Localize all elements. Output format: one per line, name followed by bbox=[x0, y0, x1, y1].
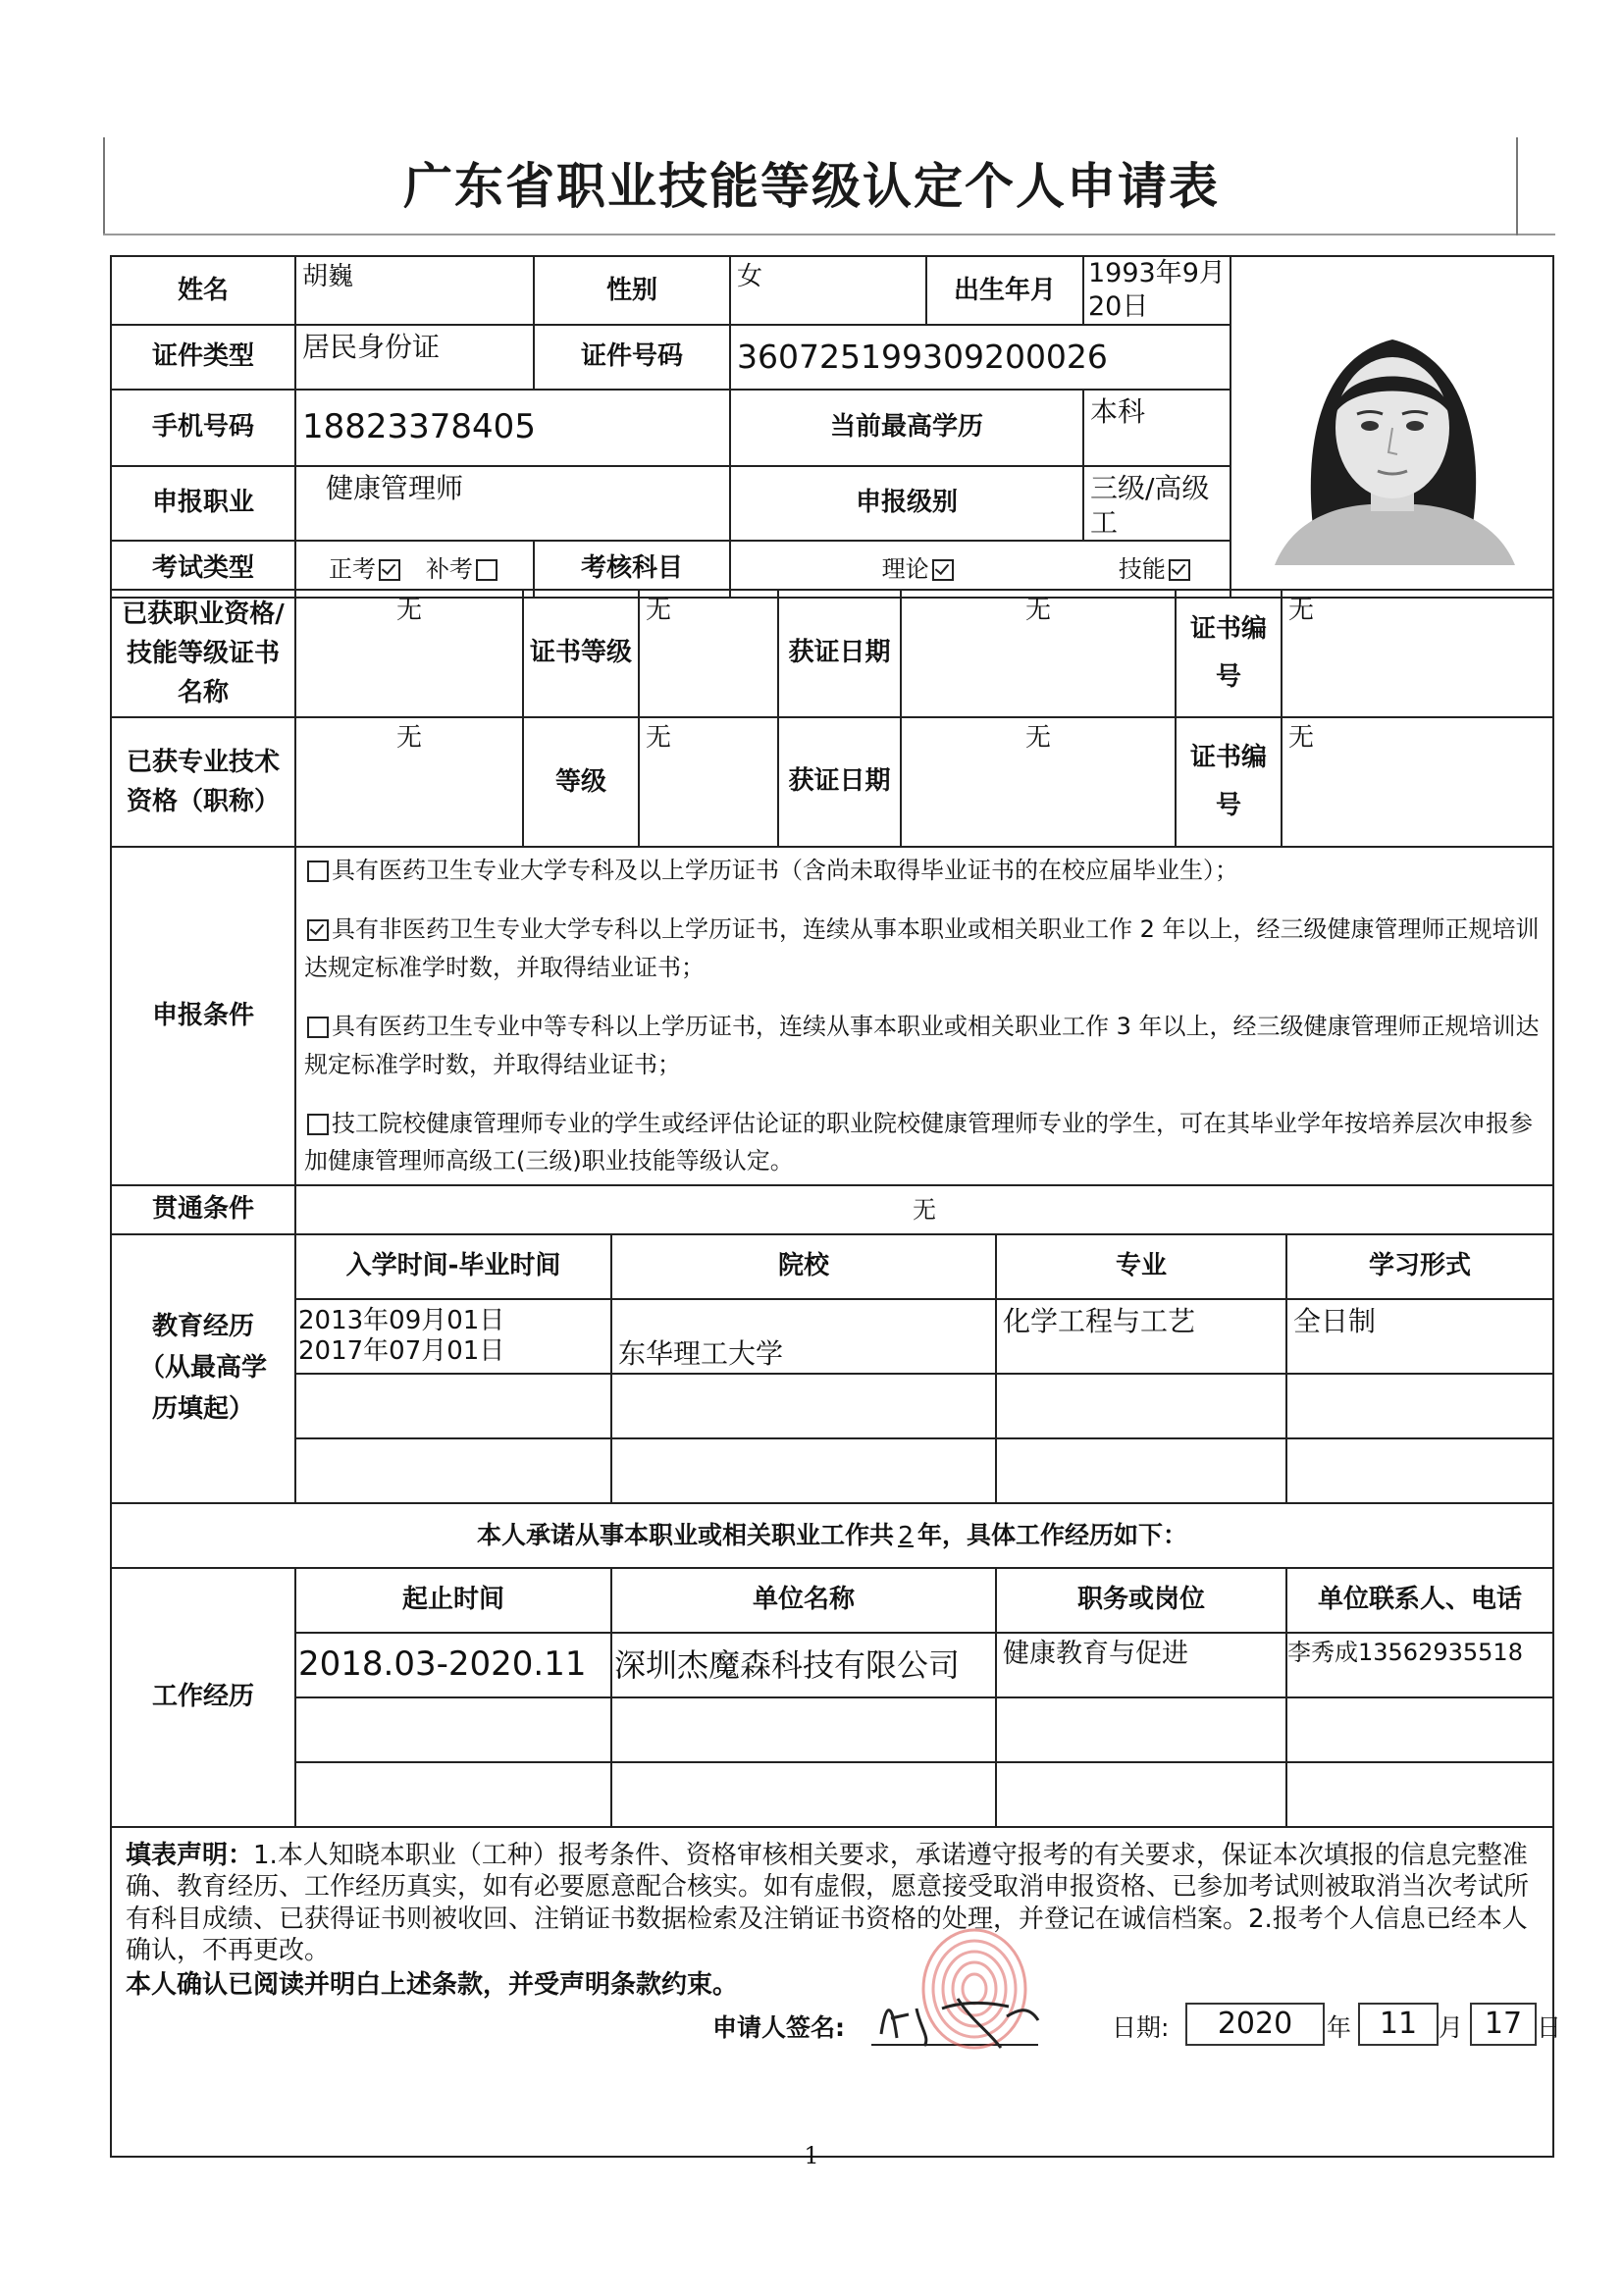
edu-empty-cell[interactable] bbox=[1286, 1374, 1553, 1438]
makeup-exam-checkbox[interactable] bbox=[476, 559, 497, 581]
skill-label: 技能 bbox=[1118, 554, 1166, 583]
skill-checkbox[interactable] bbox=[1169, 559, 1190, 581]
through-field[interactable]: 无 bbox=[295, 1185, 1553, 1234]
signature-label: 申请人签名: bbox=[712, 2013, 845, 2043]
condition-text: 技工院校健康管理师专业的学生或经评估论证的职业院校健康管理师专业的学生，可在其毕业学年按培养层次申报参加健康管理师高级工(三级)职业技能等级认定。 bbox=[304, 1109, 1533, 1175]
page-number: 1 bbox=[804, 2142, 819, 2169]
edu-empty-cell[interactable] bbox=[611, 1438, 996, 1503]
edu-major-cell[interactable]: 化学工程与工艺 bbox=[996, 1299, 1286, 1374]
phone-field[interactable]: 18823378405 bbox=[295, 390, 730, 466]
work-empty-cell[interactable] bbox=[295, 1762, 611, 1827]
declaration-cell bbox=[111, 1827, 1562, 2157]
form-title: 广东省职业技能等级认定个人申请表 bbox=[403, 158, 1220, 215]
theory-checkbox[interactable] bbox=[932, 559, 954, 581]
declaration-text bbox=[126, 1840, 1539, 1967]
condition-checkbox[interactable] bbox=[307, 861, 329, 882]
edu-form-cell[interactable]: 全日制 bbox=[1286, 1299, 1553, 1374]
edu-empty-cell[interactable] bbox=[996, 1438, 1286, 1503]
condition-text: 具有非医药卫生专业大学专科以上学历证书，连续从事本职业或相关职业工作 2 年以上，经三级健康管理师正规培训达规定标准学时数，并取得结业证书； bbox=[304, 915, 1540, 981]
professional-date-field[interactable]: 无 bbox=[901, 717, 1176, 847]
condition-checkbox[interactable] bbox=[307, 1114, 329, 1135]
work-header-position: 职务或岗位 bbox=[996, 1568, 1286, 1633]
date-month-field[interactable]: 11 bbox=[1358, 2003, 1439, 2046]
day-unit: 日 bbox=[1537, 2013, 1562, 2043]
condition-checkbox[interactable] bbox=[307, 1017, 329, 1038]
subject-label: 考核科目 bbox=[534, 541, 730, 598]
id-type-label: 证件类型 bbox=[111, 325, 295, 390]
edu-school-cell[interactable]: 东华理工大学 bbox=[611, 1299, 996, 1374]
professional-number-label: 证书编号 bbox=[1176, 717, 1282, 847]
edu-empty-cell[interactable] bbox=[295, 1438, 611, 1503]
work-company-cell[interactable]: 深圳杰魔森科技有限公司 bbox=[611, 1633, 996, 1697]
birth-label: 出生年月 bbox=[926, 256, 1083, 325]
edu-end-date: 2017年07月01日 bbox=[298, 1335, 505, 1366]
work-header-contact: 单位联系人、电话 bbox=[1286, 1568, 1553, 1633]
conditions-label: 申报条件 bbox=[111, 847, 295, 1185]
application-form bbox=[110, 255, 1562, 2121]
condition-item bbox=[304, 852, 1544, 889]
qualification-field[interactable]: 无 bbox=[295, 590, 523, 717]
edu-header-school: 院校 bbox=[611, 1234, 996, 1299]
condition-text: 具有医药卫生专业大学专科及以上学历证书（含尚未取得毕业证书的在校应届毕业生）； bbox=[332, 857, 1238, 884]
date-day-field[interactable]: 17 bbox=[1470, 2003, 1537, 2046]
conditions-list bbox=[295, 847, 1553, 1185]
occupation-field[interactable]: 健康管理师 bbox=[295, 466, 730, 541]
edu-empty-cell[interactable] bbox=[295, 1374, 611, 1438]
edu-empty-cell[interactable] bbox=[611, 1374, 996, 1438]
work-empty-cell[interactable] bbox=[611, 1762, 996, 1827]
gender-field[interactable]: 女 bbox=[730, 256, 926, 325]
signature-row bbox=[126, 2001, 1562, 2060]
level-field[interactable]: 三级/高级工 bbox=[1083, 466, 1230, 541]
applicant-photo bbox=[1245, 281, 1540, 565]
professional-label: 已获专业技术资格（职称） bbox=[111, 717, 295, 847]
exam-type-label: 考试类型 bbox=[111, 541, 295, 598]
date-year-field[interactable]: 2020 bbox=[1185, 2003, 1325, 2046]
work-empty-cell[interactable] bbox=[996, 1762, 1286, 1827]
birth-field[interactable]: 1993年9月20日 bbox=[1083, 256, 1230, 325]
professional-field[interactable]: 无 bbox=[295, 717, 523, 847]
declaration-body: 1.本人知晓本职业（工种）报考条件、资格审核相关要求，承诺遵守报考的有关要求，保证本次填报的信息完整准确、教育经历、工作经历真实，如有必要愿意配合核实。如有虚假，愿意接受取消申报资格、已参加考试则被取消当次考试所有科目成绩、已获得证书则被收回、注销证书数据检索及注销证书资格的处理，并登记在诚信档案。2.报考个人信息已经本人确认，不再更改。 bbox=[126, 1840, 1530, 1966]
work-empty-cell[interactable] bbox=[1286, 1762, 1553, 1827]
cert-level-label: 证书等级 bbox=[523, 590, 639, 717]
edu-header-period: 入学时间-毕业时间 bbox=[295, 1234, 611, 1299]
id-type-field[interactable]: 居民身份证 bbox=[295, 325, 534, 390]
id-number-label: 证件号码 bbox=[534, 325, 730, 390]
edu-empty-cell[interactable] bbox=[1286, 1438, 1553, 1503]
cert-date-field[interactable]: 无 bbox=[901, 590, 1176, 717]
work-empty-cell[interactable] bbox=[295, 1697, 611, 1762]
condition-text: 具有医药卫生专业中等专科以上学历证书，连续从事本职业或相关职业工作 3 年以上，经三级健康管理师正规培训达规定标准学时数，并取得结业证书； bbox=[304, 1013, 1540, 1078]
edu-start-date: 2013年09月01日 bbox=[298, 1305, 505, 1335]
gender-label: 性别 bbox=[534, 256, 730, 325]
declaration-heading: 填表声明： bbox=[126, 1840, 254, 1870]
month-unit: 月 bbox=[1439, 2013, 1464, 2043]
photo-cell bbox=[1230, 256, 1553, 598]
conditions-table bbox=[110, 846, 1562, 2158]
condition-item bbox=[304, 1105, 1544, 1180]
work-empty-cell[interactable] bbox=[996, 1697, 1286, 1762]
regular-exam-label: 正考 bbox=[329, 554, 377, 583]
work-position-cell[interactable]: 健康教育与促进 bbox=[996, 1633, 1286, 1697]
work-commitment bbox=[111, 1503, 1553, 1568]
cert-number-label: 证书编号 bbox=[1176, 590, 1282, 717]
work-header-company: 单位名称 bbox=[611, 1568, 996, 1633]
professional-level-field[interactable]: 无 bbox=[639, 717, 778, 847]
theory-label: 理论 bbox=[881, 554, 929, 583]
cert-number-field[interactable]: 无 bbox=[1282, 590, 1553, 717]
id-number-field[interactable]: 360725199309200026 bbox=[730, 325, 1230, 390]
personal-info-table bbox=[110, 255, 1554, 599]
fingerprint-stamp bbox=[862, 1918, 1068, 2065]
cert-date-label: 获证日期 bbox=[778, 590, 901, 717]
name-field[interactable]: 胡巍 bbox=[295, 256, 534, 325]
commitment-suffix: 年，具体工作经历如下： bbox=[916, 1521, 1187, 1550]
year-unit: 年 bbox=[1327, 2013, 1352, 2043]
work-empty-cell[interactable] bbox=[1286, 1697, 1553, 1762]
edu-header-form: 学习形式 bbox=[1286, 1234, 1553, 1299]
condition-item bbox=[304, 1008, 1544, 1083]
condition-item bbox=[304, 911, 1544, 986]
professional-level-label: 等级 bbox=[523, 717, 639, 847]
professional-number-field[interactable]: 无 bbox=[1282, 717, 1553, 847]
declaration-confirm: 本人确认已阅读并明白上述条款，并受声明条款约束。 bbox=[126, 1969, 739, 2000]
through-label: 贯通条件 bbox=[111, 1185, 295, 1234]
education-field[interactable]: 本科 bbox=[1083, 390, 1230, 466]
cert-level-field[interactable]: 无 bbox=[639, 590, 778, 717]
work-empty-cell[interactable] bbox=[611, 1697, 996, 1762]
work-contact-cell[interactable]: 李秀成13562935518 bbox=[1286, 1633, 1553, 1697]
qualification-table bbox=[110, 589, 1554, 848]
work-header-period: 起止时间 bbox=[295, 1568, 611, 1633]
occupation-label: 申报职业 bbox=[111, 466, 295, 541]
professional-date-label: 获证日期 bbox=[778, 717, 901, 847]
work-period-cell[interactable]: 2018.03-2020.11 bbox=[295, 1633, 611, 1697]
qualification-label: 已获职业资格/技能等级证书名称 bbox=[111, 590, 295, 717]
phone-label: 手机号码 bbox=[111, 390, 295, 466]
edu-header-major: 专业 bbox=[996, 1234, 1286, 1299]
makeup-exam-label: 补考 bbox=[425, 554, 473, 583]
commitment-years[interactable]: 2 bbox=[898, 1521, 914, 1550]
commitment-prefix: 本人承诺从事本职业或相关职业工作共 bbox=[477, 1521, 895, 1550]
work-history-label: 工作经历 bbox=[111, 1568, 295, 1827]
date-label: 日期: bbox=[1112, 2013, 1170, 2043]
education-history-label: 教育经历（从最高学历填起） bbox=[111, 1234, 295, 1503]
regular-exam-checkbox[interactable] bbox=[379, 559, 400, 581]
level-label: 申报级别 bbox=[730, 466, 1083, 541]
edu-period-cell[interactable] bbox=[295, 1299, 611, 1374]
condition-checkbox[interactable] bbox=[307, 919, 329, 941]
education-label: 当前最高学历 bbox=[730, 390, 1083, 466]
name-label: 姓名 bbox=[111, 256, 295, 325]
scan-edge-line bbox=[103, 234, 1555, 235]
edu-empty-cell[interactable] bbox=[996, 1374, 1286, 1438]
